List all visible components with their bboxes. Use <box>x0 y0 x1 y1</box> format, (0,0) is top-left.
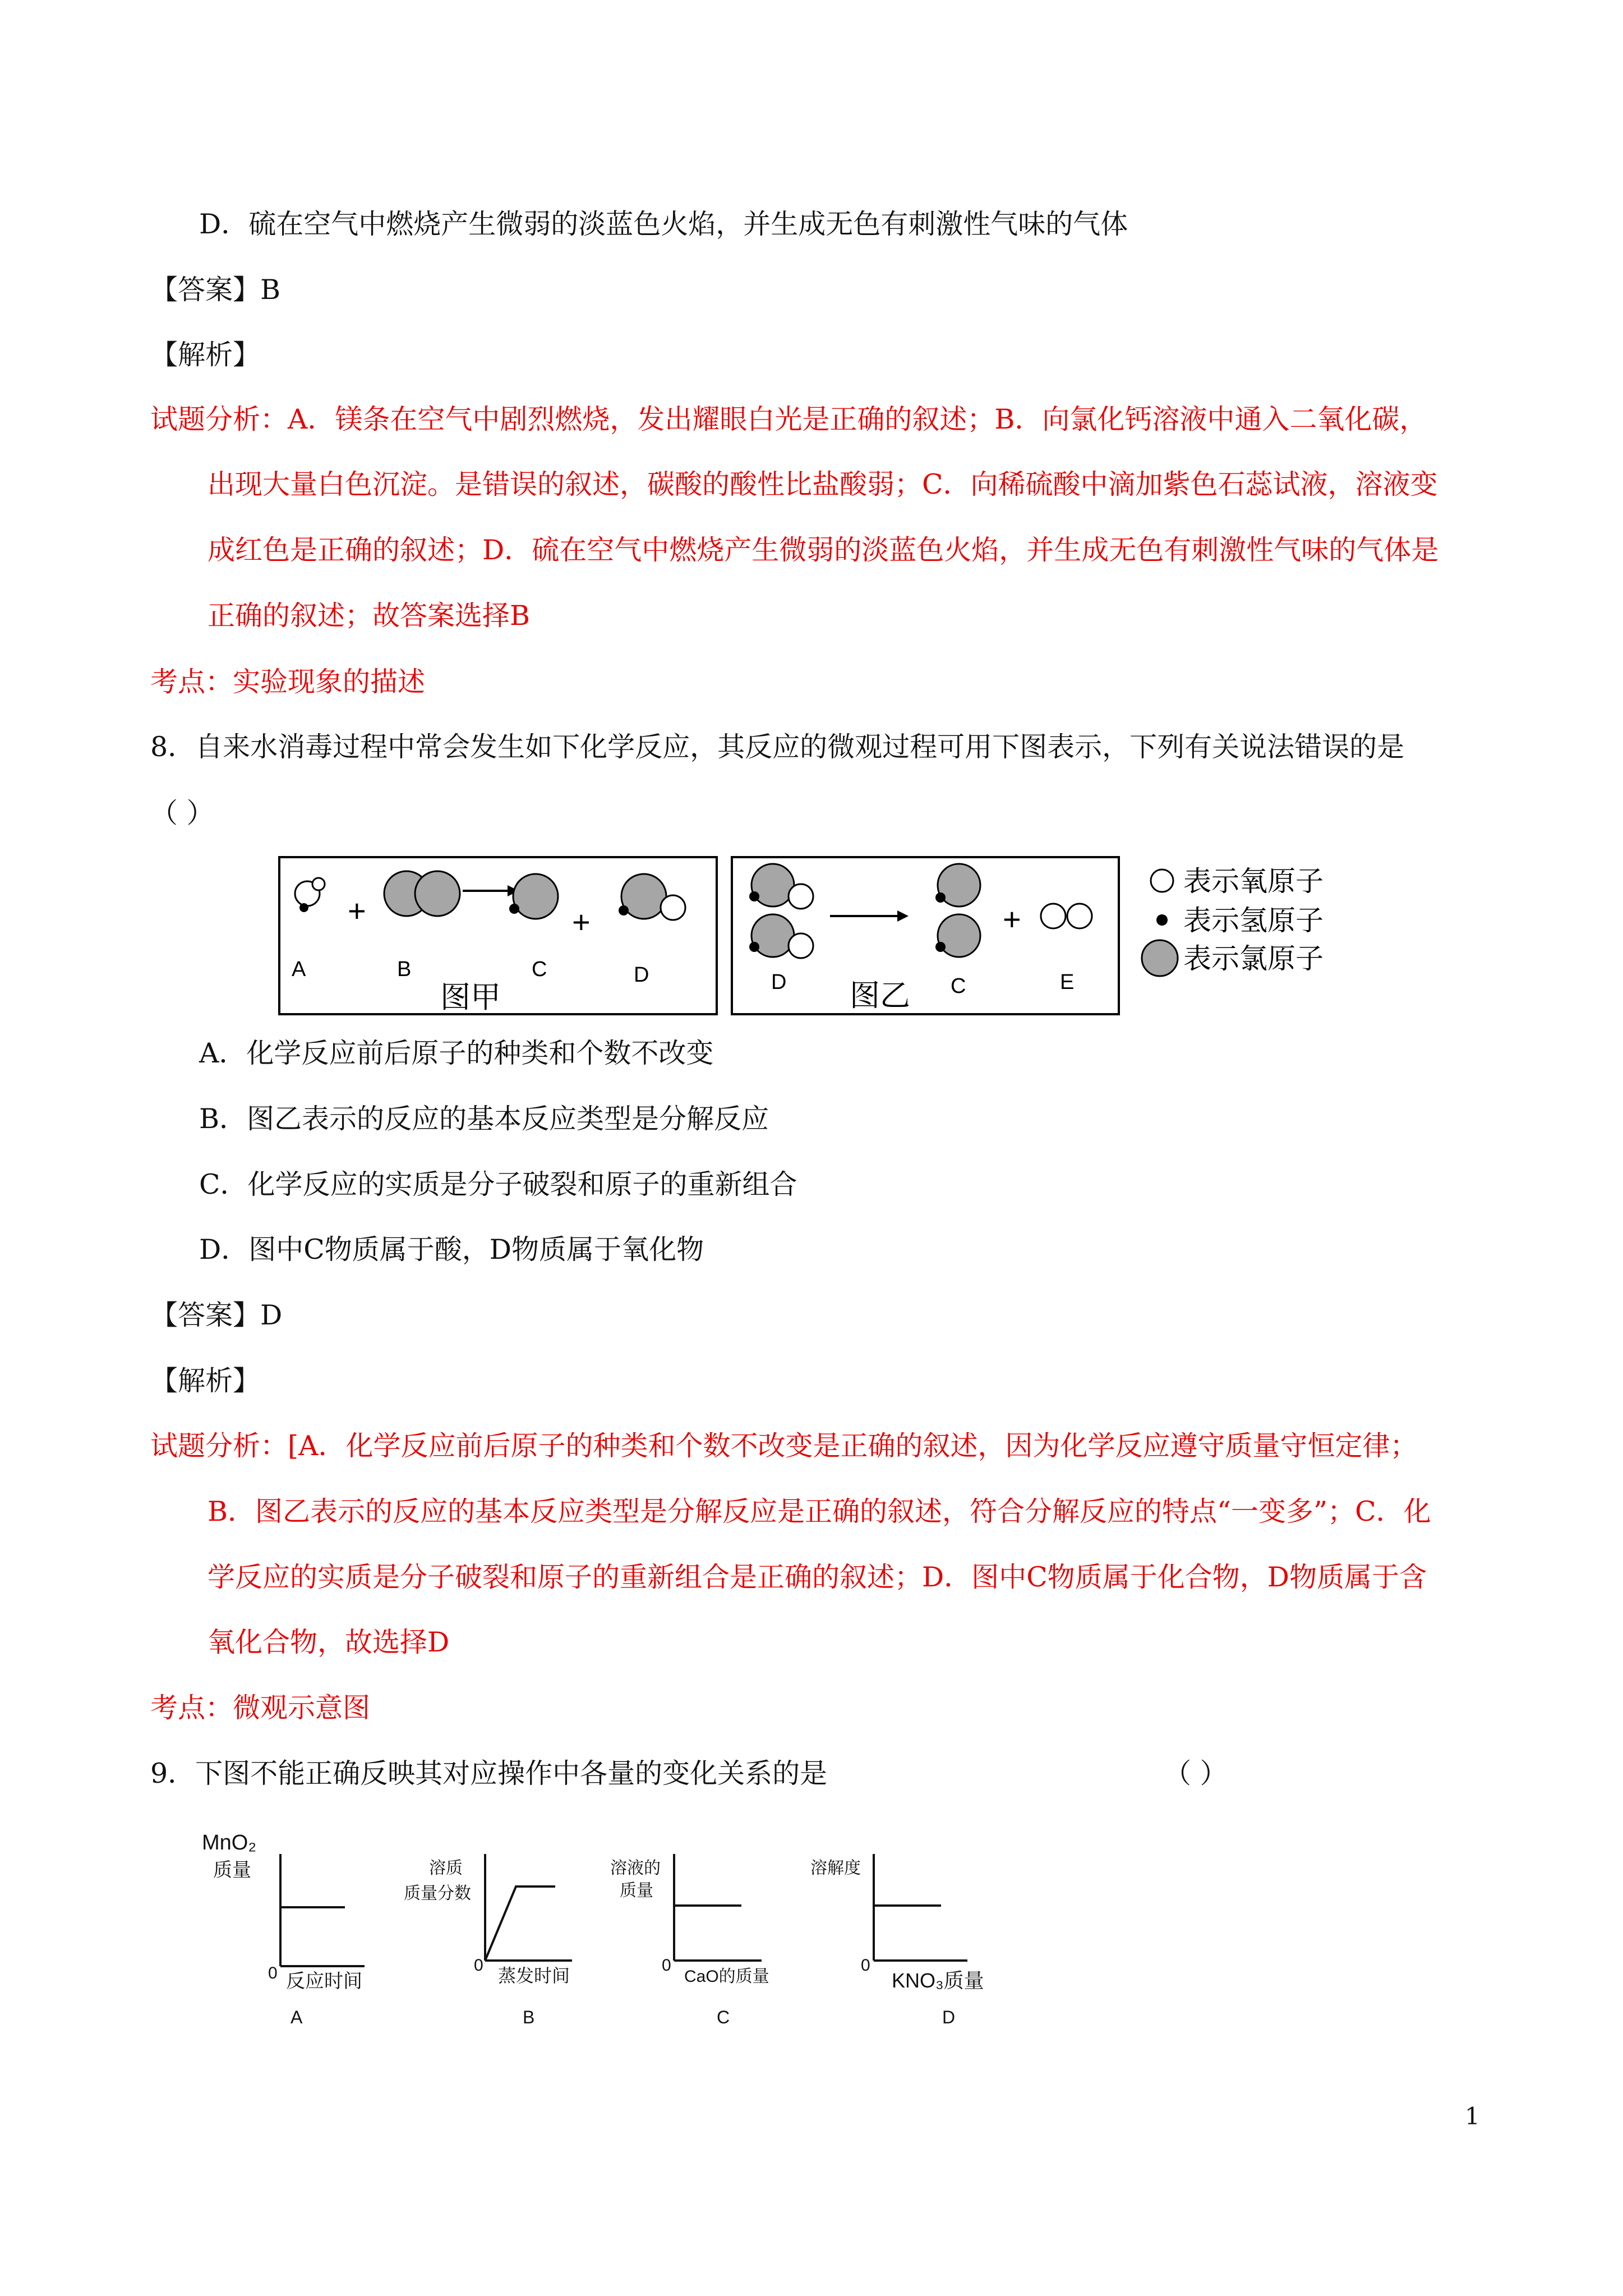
plus-sign: + <box>1003 901 1021 937</box>
q7-analysis-line: 成红色是正确的叙述；D．硫在空气中燃烧产生微弱的淡蓝色火焰，并生成无色有刺激性气味的气体是 <box>208 534 1439 566</box>
chart-c-ylabel: 质量 <box>620 1881 653 1900</box>
q8-option-c: C．化学反应的实质是分子破裂和原子的重新组合 <box>199 1168 797 1200</box>
chart-b-origin: 0 <box>474 1956 483 1975</box>
q8-stem-bracket: （ ） <box>150 797 214 829</box>
page-number: 1 <box>1465 2102 1480 2130</box>
chart-b <box>404 1854 572 2027</box>
chart-d-xlabel: KNO₃质量 <box>892 1969 984 1992</box>
chart-b-series-line <box>485 1887 555 1961</box>
q8-kaodian: 考点：微观示意图 <box>150 1692 371 1724</box>
reaction-figure <box>269 852 1380 1020</box>
q9-charts <box>202 1820 1043 2045</box>
chart-c-origin: 0 <box>662 1956 671 1975</box>
q8-option-d: D．图中C物质属于酸，D物质属于氧化物 <box>199 1234 704 1266</box>
chart-a <box>202 1831 365 2027</box>
chart-a-origin: 0 <box>268 1964 278 1982</box>
chart-b-panel: B <box>523 2007 535 2027</box>
chart-d-origin: 0 <box>861 1956 870 1975</box>
q8-stem: 8．自来水消毒过程中常会发生如下化学反应，其反应的微观过程可用下图表示，下列有关说法错误的是 <box>150 731 1405 763</box>
figure-jia-title: 图甲 <box>440 979 501 1015</box>
legend-oxygen: 表示氧原子 <box>1183 865 1324 898</box>
legend <box>1142 865 1324 976</box>
chart-c-xlabel: CaO的质量 <box>684 1967 769 1986</box>
chart-d <box>810 1854 984 2027</box>
label-d: D <box>771 970 787 994</box>
q7-kaodian: 考点：实验现象的描述 <box>150 666 426 698</box>
chart-a-ylabel: 质量 <box>213 1860 251 1881</box>
q7-analysis-label: 【解析】 <box>150 339 261 371</box>
molecule-d <box>619 874 685 920</box>
plus-sign: + <box>348 893 366 928</box>
molecule-c <box>509 874 558 919</box>
q8-analysis-label: 【解析】 <box>150 1365 261 1397</box>
label-e: E <box>1060 970 1075 994</box>
legend-hydrogen: 表示氢原子 <box>1183 904 1324 937</box>
label-b: B <box>397 958 412 981</box>
q8-option-b: B．图乙表示的反应的基本反应类型是分解反应 <box>199 1103 769 1135</box>
q8-answer: 【答案】D <box>150 1299 283 1331</box>
q8-analysis-line: 试题分析：[A．化学反应前后原子的种类和个数不改变是正确的叙述，因为化学反应遵守质量守恒定律； <box>150 1430 1418 1462</box>
molecule-a <box>295 878 325 912</box>
chart-b-ylabel: 质量分数 <box>404 1884 471 1903</box>
chart-a-xlabel: 反应时间 <box>286 1971 362 1992</box>
chart-c-ylabel: 溶液的 <box>610 1859 661 1878</box>
intro-option-d: D．硫在空气中燃烧产生微弱的淡蓝色火焰，并生成无色有刺激性气味的气体 <box>199 208 1128 240</box>
label-d: D <box>634 963 649 987</box>
molecule-d-1 <box>749 864 813 909</box>
chart-a-ylabel: MnO₂ <box>202 1831 257 1855</box>
molecule-e <box>1041 904 1092 928</box>
q8-analysis-line: 学反应的实质是分子破裂和原子的重新组合是正确的叙述；D．图中C物质属于化合物，D物质属于含 <box>208 1561 1427 1593</box>
q8-analysis-line: 氧化合物，故选择D <box>208 1626 450 1658</box>
plus-sign: + <box>572 904 591 940</box>
legend-chlorine: 表示氯原子 <box>1183 942 1324 975</box>
q8-option-a: A．化学反应前后原子的种类和个数不改变 <box>199 1037 714 1069</box>
q9-stem: 9．下图不能正确反映其对应操作中各量的变化关系的是 <box>150 1757 828 1789</box>
molecule-d-2 <box>749 914 813 958</box>
molecule-c-2 <box>935 914 980 957</box>
q7-analysis-line: 出现大量白色沉淀。是错误的叙述，碳酸的酸性比盐酸弱；C．向稀硫酸中滴加紫色石蕊试液，溶液变 <box>208 468 1438 500</box>
chart-b-ylabel: 溶质 <box>429 1859 463 1878</box>
label-a: A <box>292 958 306 981</box>
chart-a-panel: A <box>291 2007 303 2027</box>
chart-b-xlabel: 蒸发时间 <box>498 1966 570 1986</box>
chart-c <box>610 1854 769 2027</box>
chart-c-panel: C <box>717 2007 730 2027</box>
label-c: C <box>532 958 547 981</box>
q7-analysis-line: 正确的叙述；故答案选择B <box>208 600 531 632</box>
chart-d-panel: D <box>942 2007 956 2027</box>
molecule-c-1 <box>935 864 980 907</box>
q7-analysis-line: 试题分析：A．镁条在空气中剧烈燃烧，发出耀眼白光是正确的叙述；B．向氯化钙溶液中通入二氧化碳， <box>150 403 1427 435</box>
q8-analysis-line: B．图乙表示的反应的基本反应类型是分解反应是正确的叙述，符合分解反应的特点“一变多”；C．化 <box>208 1496 1431 1527</box>
q7-answer: 【答案】B <box>150 274 281 306</box>
chart-d-ylabel: 溶解度 <box>810 1859 861 1878</box>
figure-yi-title: 图乙 <box>850 978 910 1013</box>
label-c: C <box>951 974 966 998</box>
q9-bracket: （ ） <box>1164 1757 1228 1789</box>
molecule-b <box>384 871 460 916</box>
